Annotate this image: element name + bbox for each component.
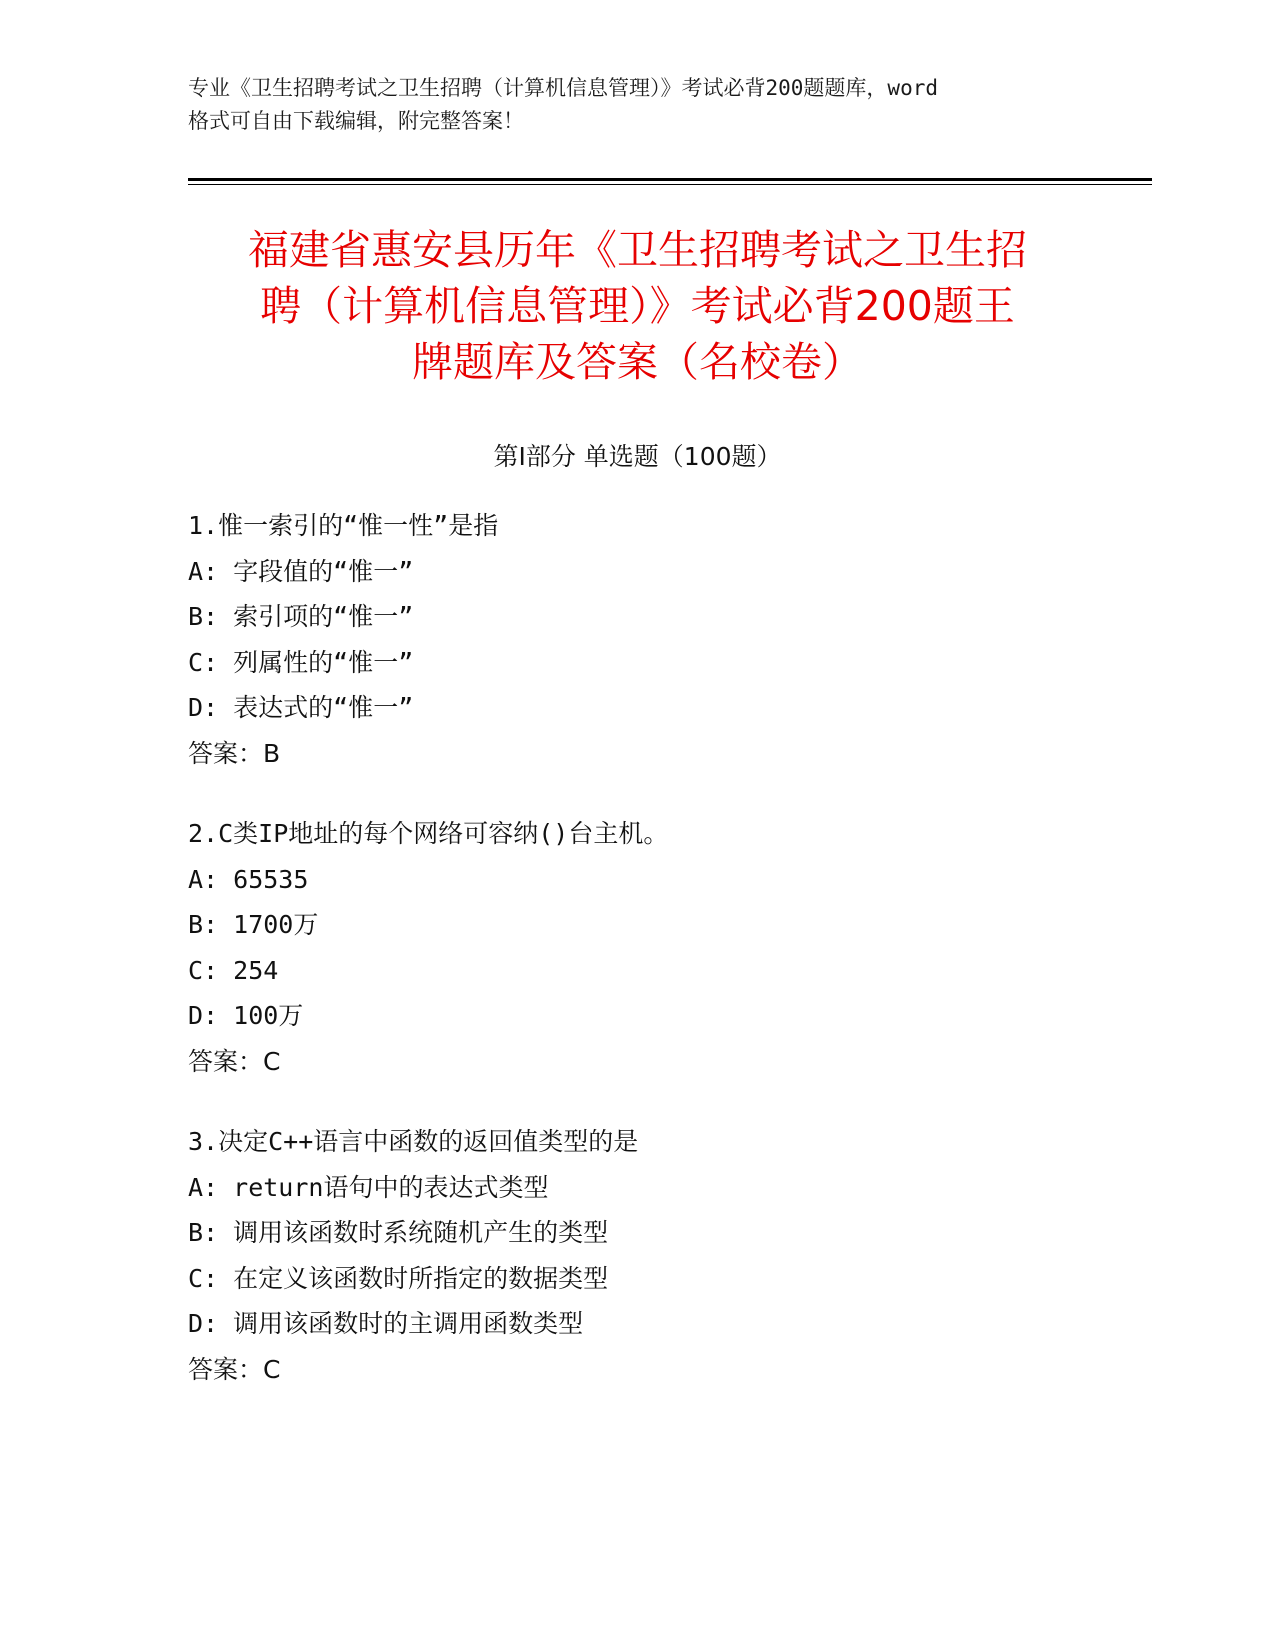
option-c: C: 列属性的“惟一” — [188, 647, 414, 677]
answer-line: 答案：B — [188, 738, 281, 768]
question-2 — [188, 811, 1088, 1084]
option-b: B: 调用该函数时系统随机产生的类型 — [188, 1218, 609, 1247]
section-heading: 第Ⅰ部分 单选题（100题） — [493, 442, 782, 471]
option-a: A: return语句中的表达式类型 — [188, 1172, 549, 1202]
option-d: D: 调用该函数时的主调用函数类型 — [188, 1309, 584, 1338]
document-title-line-3: 牌题库及答案（名校卷） — [412, 338, 863, 386]
document-title-line-1: 福建省惠安县历年《卫生招聘考试之卫生招 — [248, 226, 1027, 274]
answer-line: 答案：C — [188, 1046, 281, 1076]
option-c: C: 在定义该函数时所指定的数据类型 — [188, 1263, 609, 1293]
header-note-line-1: 专业《卫生招聘考试之卫生招聘（计算机信息管理）》考试必背200题题库，word — [188, 76, 938, 100]
question-stem: 3.决定C++语言中函数的返回值类型的是 — [188, 1127, 639, 1156]
option-d: D: 表达式的“惟一” — [188, 693, 414, 722]
option-c: C: 254 — [188, 955, 279, 985]
question-3 — [188, 1119, 1088, 1392]
header-divider-thick — [188, 178, 1152, 181]
document-title — [150, 222, 1125, 390]
option-b: B: 1700万 — [188, 910, 319, 939]
option-a: A: 65535 — [188, 864, 309, 894]
option-a: A: 字段值的“惟一” — [188, 556, 414, 586]
header-divider-thin — [188, 184, 1152, 185]
answer-line: 答案：C — [188, 1354, 281, 1384]
option-b: B: 索引项的“惟一” — [188, 602, 414, 631]
header-note — [188, 72, 1088, 138]
option-d: D: 100万 — [188, 1001, 304, 1030]
question-1 — [188, 503, 1088, 776]
question-stem: 2.C类IP地址的每个网络可容纳()台主机。 — [188, 819, 669, 848]
document-title-line-2: 聘（计算机信息管理）》考试必背200题王 — [260, 282, 1015, 330]
question-stem: 1.惟一索引的“惟一性”是指 — [188, 511, 499, 540]
header-note-line-2: 格式可自由下载编辑，附完整答案！ — [188, 109, 524, 133]
